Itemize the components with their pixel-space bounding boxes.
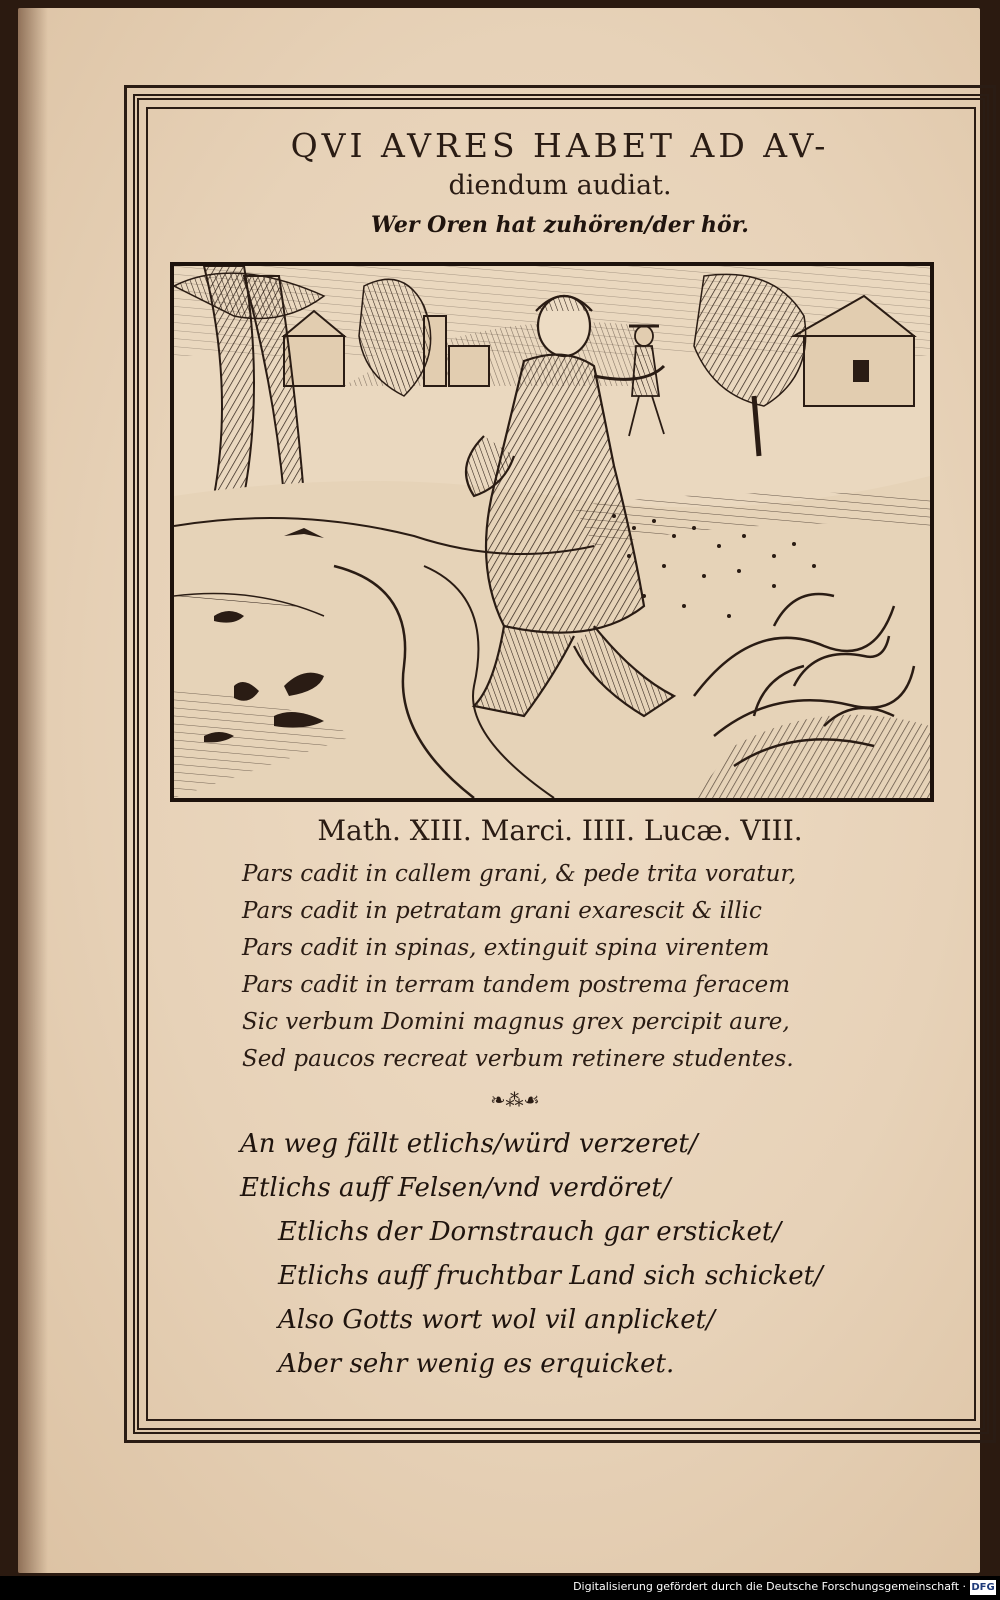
german-verse-line: Aber sehr wenig es erquicket. — [278, 1349, 675, 1379]
german-verse-line: Also Gotts wort wol vil anplicket/ — [278, 1305, 715, 1335]
german-verses — [240, 1122, 940, 1386]
fleuron-ornament: ❧⁂☙ — [490, 1090, 540, 1111]
latin-verse-line: Pars cadit in petratam grani exarescit & illic — [242, 898, 762, 924]
gutter-shadow — [18, 8, 48, 1573]
emblem-motto-line2: diendum audiat. — [448, 170, 672, 201]
woodcut-drawing — [174, 266, 930, 798]
latin-verse-line: Pars cadit in callem grani, & pede trita voratur, — [242, 861, 797, 887]
funding-credit: Digitalisierung gefördert durch die Deutsche Forschungsgemeinschaft · — [573, 1580, 966, 1593]
latin-verse-line: Sic verbum Domini magnus grex percipit aure, — [242, 1009, 790, 1035]
latin-verse-line: Pars cadit in terram tandem postrema feracem — [242, 972, 791, 998]
scripture-citation: Math. XIII. Marci. IIII. Lucæ. VIII. — [317, 814, 803, 847]
woodcut-illustration — [170, 262, 934, 802]
emblem-motto-line1: QVI AVRES HABET AD AV- — [290, 126, 830, 165]
german-verse-line: Etlichs auff Felsen/vnd verdöret/ — [240, 1173, 671, 1203]
german-verse-line: An weg fällt etlichs/würd verzeret/ — [240, 1129, 698, 1159]
latin-verse-line: Pars cadit in spinas, extinguit spina virentem — [242, 935, 770, 961]
emblem-motto-german: Wer Oren hat zuhören/der hör. — [371, 212, 749, 238]
german-verse-line: Etlichs auff fruchtbar Land sich schicket/ — [278, 1261, 823, 1291]
german-verse-line: Etlichs der Dornstrauch gar ersticket/ — [278, 1217, 782, 1247]
latin-verse-line: Sed paucos recreat verbum retinere studentes. — [242, 1046, 794, 1072]
dfg-logo: DFG — [971, 1582, 995, 1593]
latin-verses — [242, 856, 942, 1078]
